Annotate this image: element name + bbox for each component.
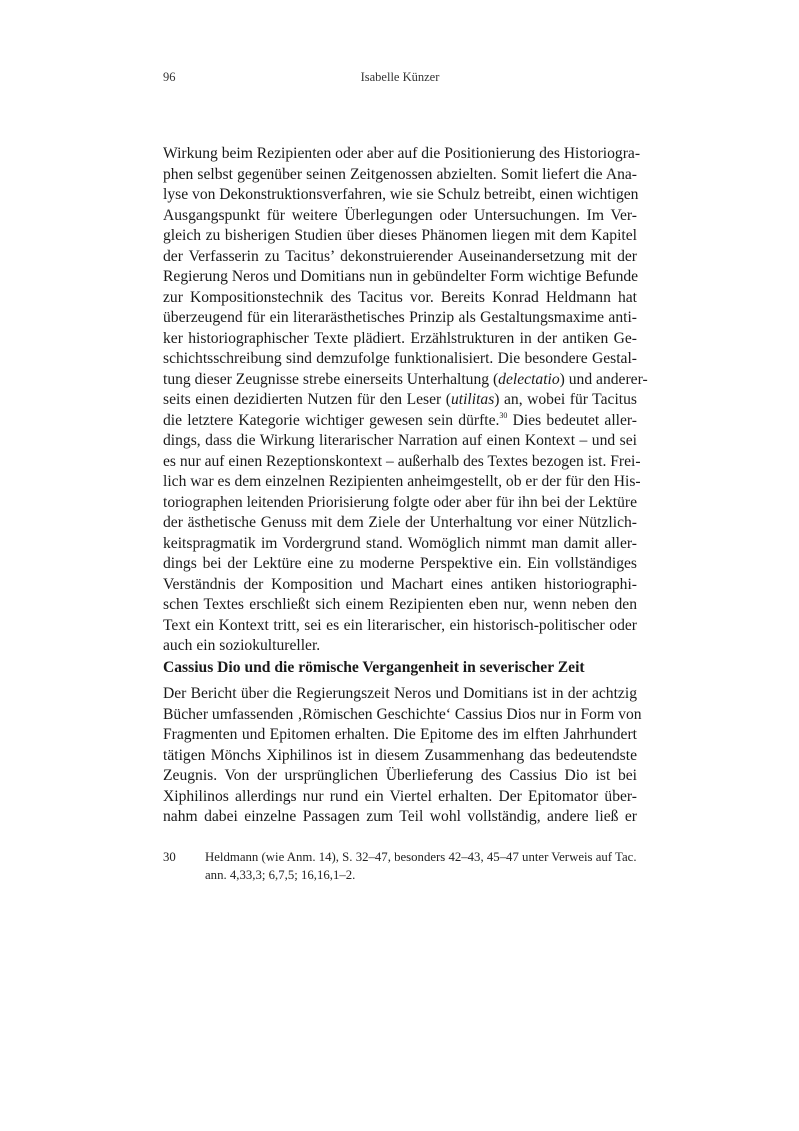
text-line: Text ein Kontext tritt, sei es ein literarischer, ein historisch-politischer oder: [163, 616, 637, 634]
text-run: Dies bedeutet aller-: [507, 411, 637, 429]
text-line: gleich zu bisherigen Studien über dieses Phänomen liegen mit dem Kapitel: [163, 227, 637, 244]
text-line: [163, 370, 648, 391]
text-line: Zeugnis. Von der ursprünglichen Überlieferung des Cassius Dio ist bei: [163, 767, 637, 784]
text-line: Fragmenten und Epitomen erhalten. Die Epitome des im elften Jahrhundert: [163, 726, 637, 743]
text-line: toriographen leitenden Priorisierung folgte oder aber für ihn bei der Lektüre: [163, 493, 637, 511]
text-line: der Verfasserin zu Tacitus’ dekonstruierender Auseinandersetzung mit der: [163, 247, 637, 265]
text-line: der ästhetische Genuss mit dem Ziele der Unterhaltung vor einer Nützlich-: [163, 514, 637, 531]
text-line: dings bei der Lektüre eine zu moderne Perspektive ein. Ein vollständiges: [163, 555, 637, 572]
italic-term: utilitas: [450, 391, 495, 408]
text-line: lich war es dem einzelnen Rezipienten anheimgestellt, ob er der für den His-: [163, 473, 641, 490]
text-run: ) an, wobei für Tacitus: [494, 391, 637, 408]
text-line: zur Kompositionstechnik des Tacitus vor. Bereits Konrad Heldmann hat: [163, 288, 637, 306]
text-line: schen Textes erschließt sich einem Rezipienten eben nur, wenn neben den: [163, 596, 637, 613]
text-run: die letztere Kategorie wichtiger gewesen sein dürfte.: [163, 411, 500, 429]
text-line: Der Bericht über die Regierungszeit Neros und Domitians ist in der achtzig: [163, 685, 637, 702]
footnote-reference[interactable]: 30: [499, 410, 508, 420]
text-line: keitspragmatik im Vordergrund stand. Womöglich nimmt man damit aller-: [163, 534, 637, 552]
body-paragraph: [163, 684, 642, 828]
text-line: Xiphilinos allerdings nur rund ein Viertel erhalten. Der Epitomator über-: [163, 787, 637, 805]
footnote-text: [205, 848, 637, 884]
text-line: dings, dass die Wirkung literarischer Narration auf einen Kontext – und sei: [163, 432, 637, 449]
text-line: lyse von Dekonstruktionsverfahren, wie sie Schulz betreibt, einen wichtigen: [163, 186, 639, 203]
text-line: nahm dabei einzelne Passagen zum Teil wohl vollständig, andere ließ er: [163, 808, 637, 825]
footnote-number: 30: [163, 850, 176, 864]
text-line: Regierung Neros und Domitians nun in gebündelter Form wichtige Befunde: [163, 268, 639, 285]
page-number: 96: [163, 70, 176, 84]
text-line: Bücher umfassenden ‚Römischen Geschichte‘ Cassius Dios nur in Form von: [163, 705, 642, 723]
text-line: phen selbst gegenüber seinen Zeitgenossen abzielten. Somit liefert die Ana-: [163, 165, 637, 183]
text-line: schichtsschreibung sind demzufolge funktionalisiert. Die besondere Gestal-: [163, 350, 637, 367]
text-line: Ausgangspunkt für weitere Überlegungen oder Untersuchungen. Im Ver-: [163, 206, 637, 224]
text-line: [163, 411, 637, 432]
text-line: [163, 390, 637, 411]
body-paragraph: [163, 144, 648, 657]
text-line: auch ein soziokultureller.: [163, 637, 321, 654]
text-line: überzeugend für ein literarästhetisches Prinzip als Gestaltungsmaxime anti-: [163, 309, 637, 326]
text-line: es nur auf einen Rezeptionskontext – außerhalb des Textes bezogen ist. Frei-: [163, 452, 641, 470]
text-line: Wirkung beim Rezipienten oder aber auf die Positionierung des Historiogra-: [163, 145, 641, 162]
italic-term: delectatio: [498, 370, 560, 388]
text-run: tung dieser Zeugnisse strebe einerseits Unterhaltung (: [163, 370, 499, 388]
text-run: ) und anderer-: [559, 370, 648, 388]
text-line: tätigen Mönchs Xiphilinos ist in diesem Zusammenhang das bedeutendste: [163, 746, 637, 764]
text-line: Verständnis der Komposition und Machart eines antiken historiographi-: [163, 575, 637, 593]
page-header: [163, 70, 637, 90]
text-run: seits einen dezidierten Nutzen für den Leser (: [163, 391, 451, 408]
footnote-line: Heldmann (wie Anm. 14), S. 32–47, besonders 42–43, 45–47 unter Verweis auf Tac.: [205, 850, 637, 864]
text-line: ker historiographischer Texte plädiert. Erzählstrukturen in der antiken Ge-: [163, 329, 637, 347]
section-heading: Cassius Dio und die römische Vergangenheit in severischer Zeit: [163, 659, 585, 676]
running-head: Isabelle Künzer: [360, 70, 440, 84]
footnote-line: ann. 4,33,3; 6,7,5; 16,16,1–2.: [205, 868, 356, 882]
